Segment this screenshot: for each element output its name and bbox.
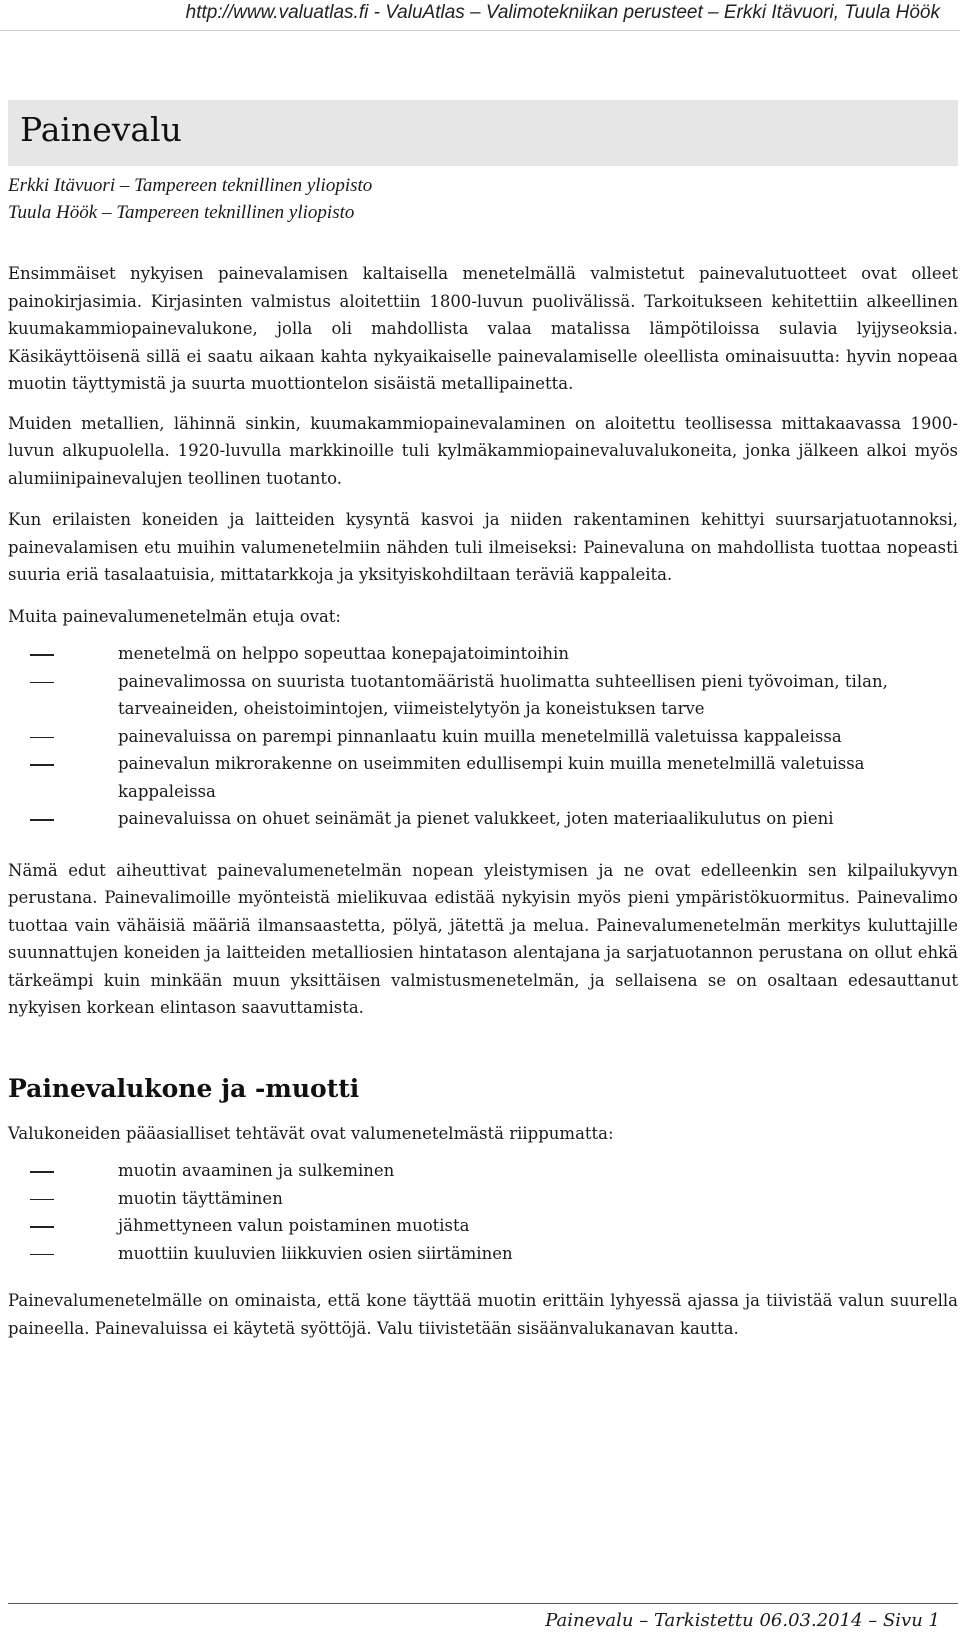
intro-paragraph-3: Kun erilaisten koneiden ja laitteiden kysyntä kasvoi ja niiden rakentaminen kehittyi suursarjatuotannoksi, painevalamisen etu muihin valumenetelmiin nähden tuli ilmeiseksi: Painevaluna on mahdollista tuottaa nopeasti suuria eriä tasalaatuisia, mittatarkkoja ja yksityiskohdiltaan teräviä kappaleita. — [8, 510, 958, 584]
list-item-text: muotin avaaminen ja sulkeminen — [118, 1161, 395, 1180]
document-title: Painevalu — [20, 110, 182, 149]
title-band — [8, 100, 958, 166]
list-item — [8, 1240, 958, 1268]
list-item-text: painevalimossa on suurista tuotantomääristä huolimatta suhteellisen pieni työvoiman, tilan, tarveaineiden, oheistoimintojen, viimeistelytyön ja koneistuksen tarve — [118, 671, 888, 718]
list-item-text: painevaluissa on parempi pinnanlaatu kuin muilla menetelmillä valetuissa kappaleissa — [118, 726, 842, 746]
section-heading: Painevalukone ja -muotti — [8, 1073, 360, 1103]
list-item-text: muotin täyttäminen — [118, 1188, 283, 1208]
list-item-text: jähmettyneen valun poistaminen muotista — [118, 1216, 470, 1235]
intro-paragraph-2: Muiden metallien, lähinnä sinkin, kuumakammiopainevalaminen on aloitettu teollisessa mittakaavassa 1900-luvun alkupuolella. 1920-luvulla markkinoille tuli kylmäkammiopainevaluvalukoneita, jonka jälkeen alkoi myös alumiinipainevalujen teollinen tuotanto. — [8, 413, 958, 488]
list-item — [8, 640, 958, 668]
running-header: http://www.valuatlas.fi - ValuAtlas – Valimotekniikan perusteet – Erkki Itävuori, Tuula Höök — [0, 0, 960, 31]
document-body — [8, 260, 958, 1356]
list-item — [8, 1185, 958, 1213]
list-item — [8, 750, 958, 805]
intro-paragraph-1: Ensimmäiset nykyisen painevalamisen kaltaisella menetelmällä valmistetut painevalutuotteet ovat olleet painokirjasimia. Kirjasinten valmistus aloitettiin 1800-luvun puolivälissä. Tarkoitukseen kehitettiin alkeellinen kuumakammiopainevalukone, jolla oli mahdollista valaa matalissa lämpötiloissa sulavia lyijyseoksia. Käsikäyttöisenä sillä ei saatu aikaan kahta nykyaikaiselle painevalamiselle oleellista ominaisuutta: hyvin nopeaa muotin täyttymistä ja suurta muottiontelon sisäistä metallipainetta. — [8, 264, 958, 393]
section2-paragraph: Painevalumenetelmälle on ominaista, että kone täyttää muotin erittäin lyhyessä ajassa ja tiivistää valun suurella paineella. Painevaluissa ei käytetä syöttöjä. Valu tiivistetään sisäänvalukanavan kautta. — [8, 1291, 958, 1338]
list-item-text: painevalun mikrorakenne on useimmiten edullisempi kuin muilla menetelmillä valetuissa kappaleissa — [118, 754, 865, 801]
list-item — [8, 1212, 958, 1240]
advantages-list — [8, 640, 958, 833]
list-item-text: painevaluissa on ohuet seinämät ja pienet valukkeet, joten materiaalikulutus on pieni — [118, 809, 834, 828]
intro-paragraph-4: Nämä edut aiheuttivat painevalumenetelmän nopean yleistymisen ja ne ovat edelleenkin sen kilpailukyvyn perustana. Painevalimoille myönteistä mielikuvaa edistää nykyisin myös pieni ympäristökuormitus. Painevalimo tuottaa vain vähäisiä määriä ilmansaastetta, pölyä, jätettä ja melua. Painevalumenetelmän merkitys kuluttajille suunnattujen koneiden ja laitteiden metalliosien hintatason alentajana ja sarjatuotannon perustana on ollut ehkä tärkeämpi kuin minkään muun yksittäisen valmistusmenetelmän, ja sellaisena se on osaltaan edesauttanut nykyisen korkean elintason saavuttamista. — [8, 860, 958, 1017]
list-item — [8, 805, 958, 833]
tasks-lead: Valukoneiden pääasialliset tehtävät ovat valumenetelmästä riippumatta: — [8, 1123, 614, 1143]
author-line: Tuula Höök – Tampereen teknillinen yliopisto — [8, 202, 355, 223]
author-line: Erkki Itävuori – Tampereen teknillinen yliopisto — [8, 175, 373, 196]
list-item-text: menetelmä on helppo sopeuttaa konepajatoimintoihin — [118, 644, 569, 663]
footer-divider — [8, 1603, 958, 1604]
list-item — [8, 1157, 958, 1185]
tasks-list — [8, 1157, 958, 1267]
page-footer: Painevalu – Tarkistettu 06.03.2014 – Sivu 1 — [545, 1610, 940, 1631]
author-list — [8, 172, 372, 226]
list-item-text: muottiin kuuluvien liikkuvien osien siirtäminen — [118, 1243, 513, 1263]
list-item — [8, 668, 958, 723]
list-item — [8, 723, 958, 751]
advantages-lead: Muita painevalumenetelmän etuja ovat: — [8, 606, 341, 626]
